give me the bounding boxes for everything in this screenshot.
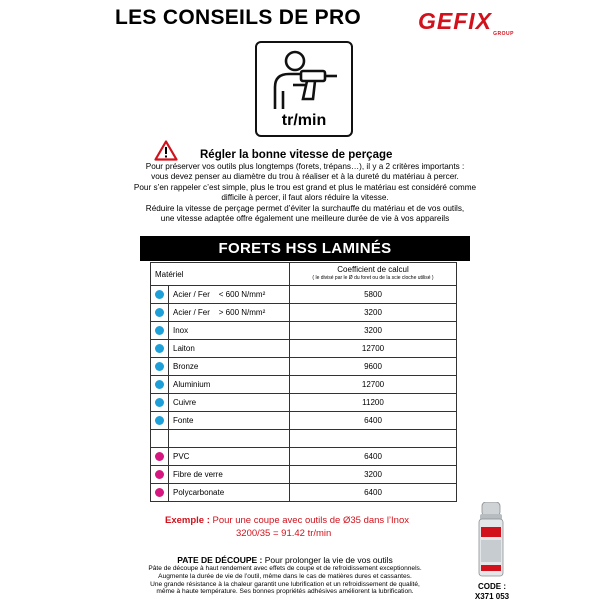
col-coef-header xyxy=(290,263,457,286)
coefficient-value: 12700 xyxy=(290,340,457,358)
material-name: Bronze xyxy=(169,358,290,376)
table-row xyxy=(151,376,457,394)
material-name: Fonte xyxy=(169,412,290,430)
paste-heading xyxy=(110,555,460,565)
category-cell xyxy=(151,340,169,358)
metal-dot-icon xyxy=(155,326,164,335)
table-row xyxy=(151,322,457,340)
spray-can-image xyxy=(476,502,508,578)
plastic-dot-icon xyxy=(155,488,164,497)
warning-triangle-icon xyxy=(154,140,178,161)
category-cell xyxy=(151,286,169,304)
metal-dot-icon xyxy=(155,344,164,353)
coefficient-value: 11200 xyxy=(290,394,457,412)
metal-dot-icon xyxy=(155,380,164,389)
page-title: LES CONSEILS DE PRO xyxy=(115,6,362,29)
category-cell xyxy=(151,358,169,376)
intro-text xyxy=(118,162,492,224)
brand-name: GEFIX xyxy=(418,8,493,34)
coefficient-value: 3200 xyxy=(290,304,457,322)
paste-title: PATE DE DÉCOUPE : xyxy=(177,555,263,565)
brand-tagline: GROUP xyxy=(493,31,514,37)
speed-icon-box xyxy=(255,41,353,137)
category-cell xyxy=(151,430,169,448)
category-cell xyxy=(151,376,169,394)
drill-operator-icon xyxy=(267,47,343,111)
table-row xyxy=(151,448,457,466)
category-cell xyxy=(151,394,169,412)
table-row xyxy=(151,358,457,376)
example-calc: 3200/35 = 91.42 tr/min xyxy=(236,528,332,539)
table-row xyxy=(151,394,457,412)
product-code-label: CODE : xyxy=(478,582,506,591)
brand-logo xyxy=(418,8,518,37)
plastic-dot-icon xyxy=(155,470,164,479)
paste-line: Une grande résistance à la chaleur garantit une lubrification et un refroidissement de qualité, xyxy=(150,580,420,588)
intro-line: Pour préserver vos outils plus longtemps (forets, trépans…), il y a 2 critères importants : xyxy=(145,162,465,171)
table-row xyxy=(151,286,457,304)
category-cell xyxy=(151,448,169,466)
example-line xyxy=(165,515,409,526)
material-table xyxy=(150,262,457,502)
material-name: Laiton xyxy=(169,340,290,358)
example-label: Exemple : xyxy=(165,515,210,526)
col-coef-note: ( le divisé par le Ø du foret ou de la scie cloche utilisé ) xyxy=(312,275,434,281)
table-band-title: FORETS HSS LAMINÉS xyxy=(140,236,470,261)
cutting-paste-info xyxy=(110,555,460,596)
coefficient-value: 6400 xyxy=(290,412,457,430)
example-text: Pour une coupe avec outils de Ø35 dans l’Inox xyxy=(209,515,409,526)
material-name: Fibre de verre xyxy=(169,466,290,484)
metal-dot-icon xyxy=(155,398,164,407)
category-cell xyxy=(151,322,169,340)
category-cell xyxy=(151,466,169,484)
table-row xyxy=(151,484,457,502)
plastic-dot-icon xyxy=(155,452,164,461)
intro-line: Réduire la vitesse de perçage permet d’éviter la surchauffe du matériau et de vos outils, xyxy=(145,203,465,213)
product-code-value: X371 053 xyxy=(474,591,510,601)
col-coef-title: Coefficient de calcul xyxy=(337,265,409,274)
metal-dot-icon xyxy=(155,416,164,425)
material-name: Cuivre xyxy=(169,394,290,412)
intro-line: une vitesse adaptée offre également une meilleure durée de vie à vos appareils xyxy=(160,214,450,224)
table-row xyxy=(151,412,457,430)
material-name xyxy=(169,430,290,448)
table-row xyxy=(151,304,457,322)
paste-line: Pâte de découpe à haut rendement avec effets de coupe et de refroidissement exceptionnels. xyxy=(148,565,422,572)
metal-dot-icon xyxy=(155,290,164,299)
coefficient-value: 6400 xyxy=(290,448,457,466)
category-cell xyxy=(151,484,169,502)
material-name: Polycarbonate xyxy=(169,484,290,502)
speed-unit-label: tr/min xyxy=(281,112,327,129)
material-name: Inox xyxy=(169,322,290,340)
intro-line: vous devez penser au diamètre du trou à réaliser et à la dureté du matériau à percer. xyxy=(151,172,459,182)
intro-line: difficile à percer, il faut alors réduire la vitesse. xyxy=(221,193,389,203)
intro-line: Pour s’en rappeler c’est simple, plus le trou est grand et plus le matériau est considéré comme xyxy=(133,182,477,192)
category-cell xyxy=(151,304,169,322)
material-name: PVC xyxy=(169,448,290,466)
coefficient-value xyxy=(290,430,457,448)
table-row xyxy=(151,340,457,358)
table-row xyxy=(151,466,457,484)
col-material-header: Matériel xyxy=(151,263,290,286)
paste-line: Augmente la durée de vie de l’outil, même dans le cas de matières dures et cassantes. xyxy=(158,572,412,580)
coefficient-value: 3200 xyxy=(290,466,457,484)
material-name: Aluminium xyxy=(169,376,290,394)
table-row xyxy=(151,430,457,448)
coefficient-value: 3200 xyxy=(290,322,457,340)
metal-dot-icon xyxy=(155,308,164,317)
coefficient-value: 12700 xyxy=(290,376,457,394)
paste-line: même à haute température. Ses bonnes propriétés adhésives améliorent la lubrification. xyxy=(156,588,414,596)
coefficient-value: 6400 xyxy=(290,484,457,502)
paste-subtitle: Pour prolonger la vie de vos outils xyxy=(262,555,393,565)
material-name: Acier / Fer < 600 N/mm² xyxy=(169,286,290,304)
section-title: Régler la bonne vitesse de perçage xyxy=(200,149,393,161)
product-code xyxy=(470,582,514,601)
coefficient-value: 9600 xyxy=(290,358,457,376)
metal-dot-icon xyxy=(155,362,164,371)
coefficient-value: 5800 xyxy=(290,286,457,304)
category-cell xyxy=(151,412,169,430)
material-name: Acier / Fer > 600 N/mm² xyxy=(169,304,290,322)
